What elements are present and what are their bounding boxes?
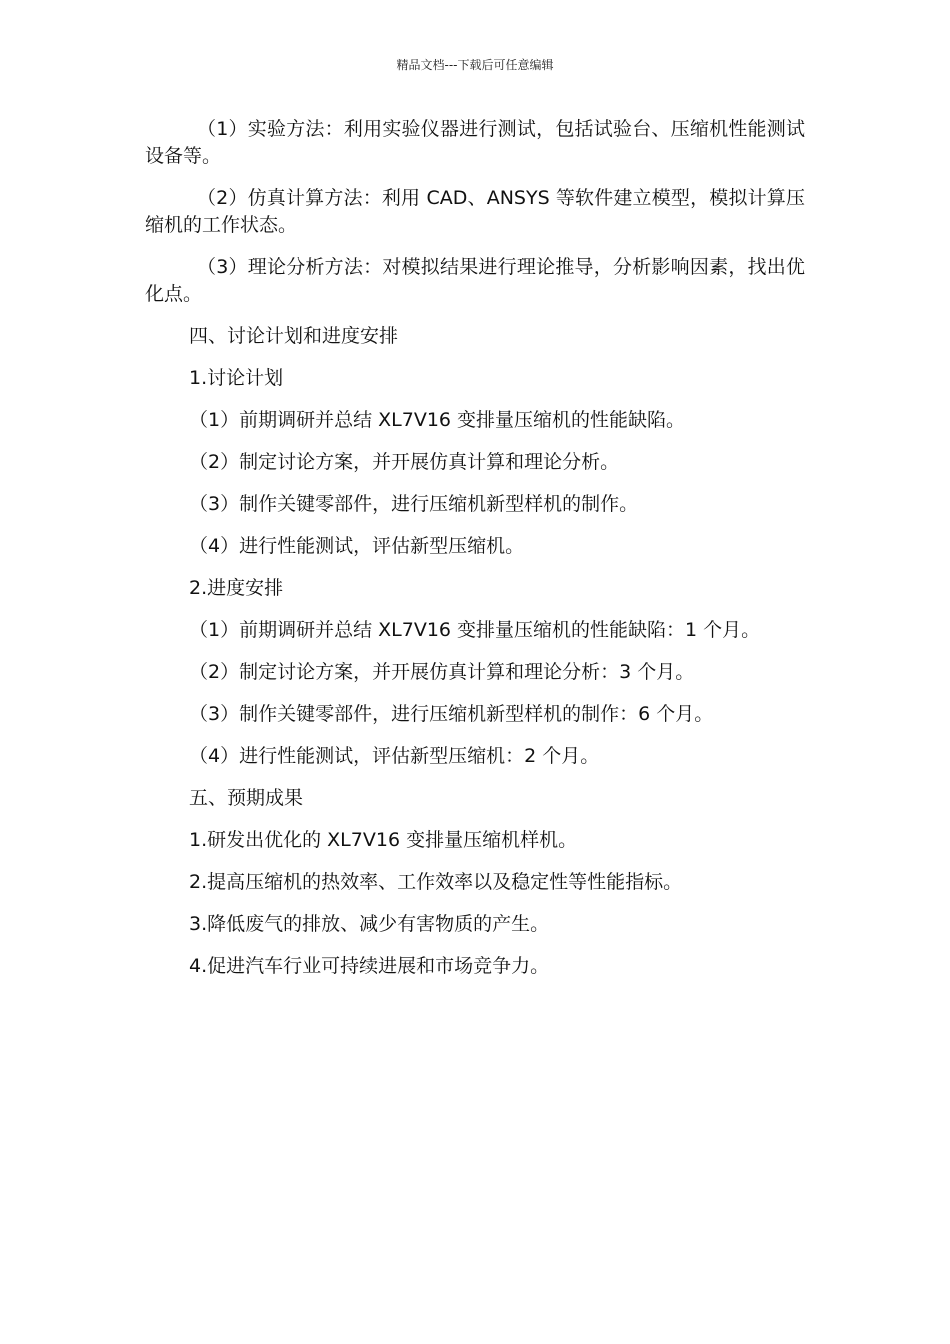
schedule-item: （4）进行性能测试，评估新型压缩机：2 个月。	[189, 745, 600, 767]
plan-item: （4）进行性能测试，评估新型压缩机。	[189, 535, 525, 557]
section-4-heading: 四、讨论计划和进度安排	[189, 325, 399, 347]
schedule-subheading: 2.进度安排	[189, 577, 284, 599]
outcome-item: 4.促进汽车行业可持续进展和市场竞争力。	[189, 955, 550, 977]
outcome-item: 3.降低废气的排放、减少有害物质的产生。	[189, 913, 550, 935]
schedule-item: （1）前期调研并总结 XL7V16 变排量压缩机的性能缺陷：1 个月。	[189, 619, 761, 641]
section-5-heading: 五、预期成果	[189, 787, 304, 809]
schedule-item: （2）制定讨论方案，并开展仿真计算和理论分析：3 个月。	[189, 661, 695, 683]
method-theory-paragraph: （3）理论分析方法：对模拟结果进行理论推导，分析影响因素，找出优化点。	[145, 256, 805, 305]
page-header: 精品文档---下载后可任意编辑	[396, 58, 554, 72]
plan-subheading: 1.讨论计划	[189, 367, 284, 389]
document-body	[145, 116, 805, 980]
method-experiment-paragraph: （1）实验方法：利用实验仪器进行测试，包括试验台、压缩机性能测试设备等。	[145, 118, 805, 167]
schedule-item: （3）制作关键零部件，进行压缩机新型样机的制作：6 个月。	[189, 703, 714, 725]
method-simulation-paragraph: （2）仿真计算方法：利用 CAD、ANSYS 等软件建立模型，模拟计算压缩机的工作状态。	[145, 187, 805, 236]
outcome-item: 2.提高压缩机的热效率、工作效率以及稳定性等性能指标。	[189, 871, 683, 893]
outcome-item: 1.研发出优化的 XL7V16 变排量压缩机样机。	[189, 829, 578, 851]
plan-item: （2）制定讨论方案，并开展仿真计算和理论分析。	[189, 451, 620, 473]
plan-item: （3）制作关键零部件，进行压缩机新型样机的制作。	[189, 493, 639, 515]
plan-item: （1）前期调研并总结 XL7V16 变排量压缩机的性能缺陷。	[189, 409, 686, 431]
